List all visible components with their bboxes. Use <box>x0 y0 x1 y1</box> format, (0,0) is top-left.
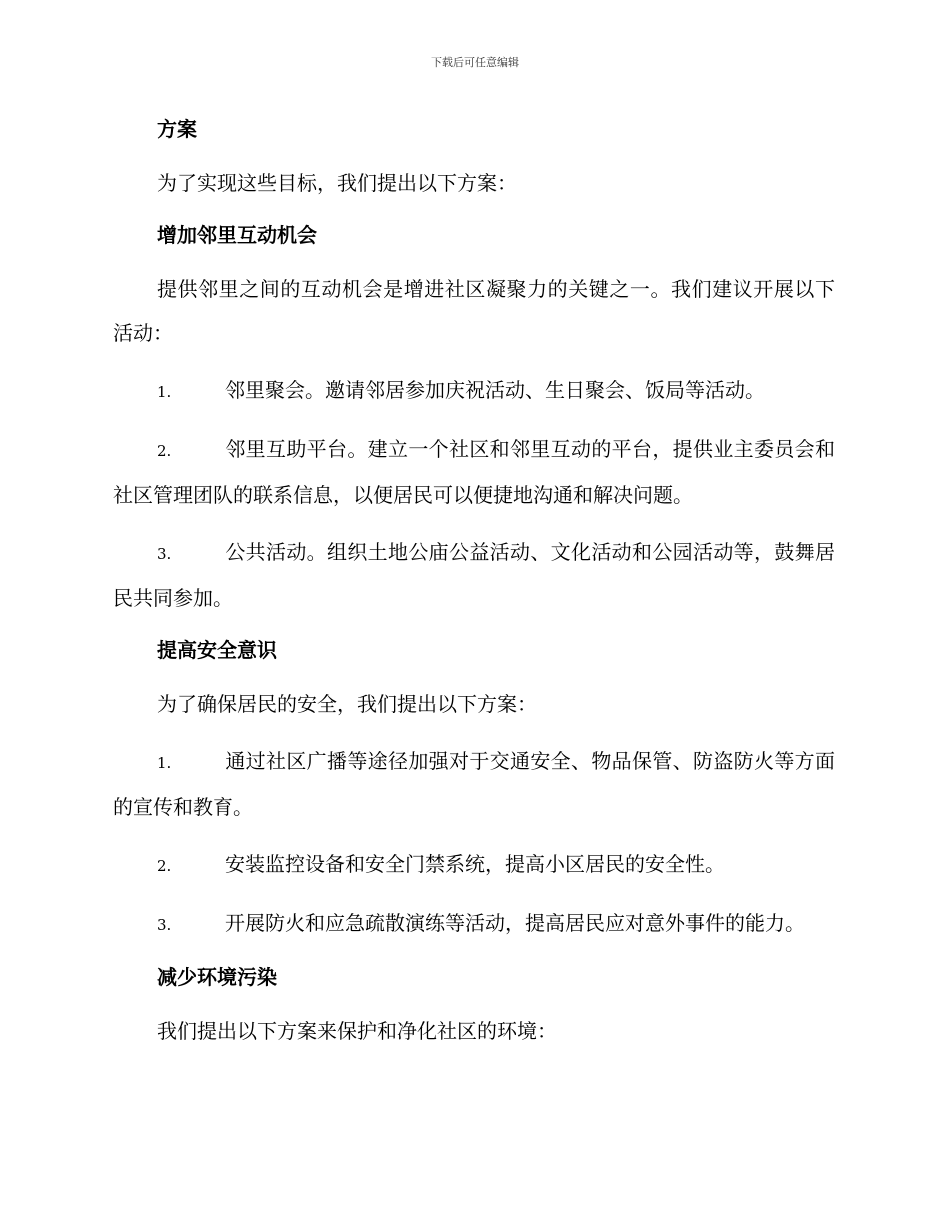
list-item-text: 开展防火和应急疏散演练等活动，提高居民应对意外事件的能力。 <box>225 911 805 935</box>
list-number: 3. <box>157 545 172 563</box>
list-item <box>113 368 835 414</box>
list-item <box>113 530 835 620</box>
list-item <box>113 901 835 947</box>
list-item-text: 公共活动。组织土地公庙公益活动、文化活动和公园活动等，鼓舞居民共同参加。 <box>113 540 835 610</box>
paragraph-neighbor-intro: 提供邻里之间的互动机会是增进社区凝聚力的关键之一。我们建议开展以下活动： <box>113 277 835 345</box>
list-item-text: 邻里聚会。邀请邻居参加庆祝活动、生日聚会、饭局等活动。 <box>225 378 765 402</box>
list-number: 3. <box>157 916 172 934</box>
document-body <box>113 112 835 1066</box>
list-item <box>113 739 835 829</box>
section-heading-plan: 方案 <box>157 117 197 141</box>
section-heading-safety: 提高安全意识 <box>157 638 277 662</box>
list-number: 1. <box>157 754 172 772</box>
list-item-text: 通过社区广播等途径加强对于交通安全、物品保管、防盗防火等方面的宣传和教育。 <box>113 749 835 819</box>
paragraph-environment-intro: 我们提出以下方案来保护和净化社区的环境： <box>157 1019 557 1043</box>
section-heading-environment: 减少环境污染 <box>157 965 277 989</box>
list-number: 2. <box>157 857 172 875</box>
paragraph-plan-intro: 为了实现这些目标，我们提出以下方案： <box>157 171 517 195</box>
list-item <box>113 427 835 517</box>
page-header: 下载后可任意编辑 <box>431 56 519 69</box>
section-heading-neighbor: 增加邻里互动机会 <box>157 223 317 247</box>
list-item-text: 安装监控设备和安全门禁系统，提高小区居民的安全性。 <box>225 852 725 876</box>
list-number: 2. <box>157 442 172 460</box>
paragraph-safety-intro: 为了确保居民的安全，我们提出以下方案： <box>157 692 537 716</box>
list-item-text: 邻里互助平台。建立一个社区和邻里互动的平台，提供业主委员会和社区管理团队的联系信息，以便居民可以便捷地沟通和解决问题。 <box>113 437 835 507</box>
list-item <box>113 842 835 888</box>
list-number: 1. <box>157 383 172 401</box>
